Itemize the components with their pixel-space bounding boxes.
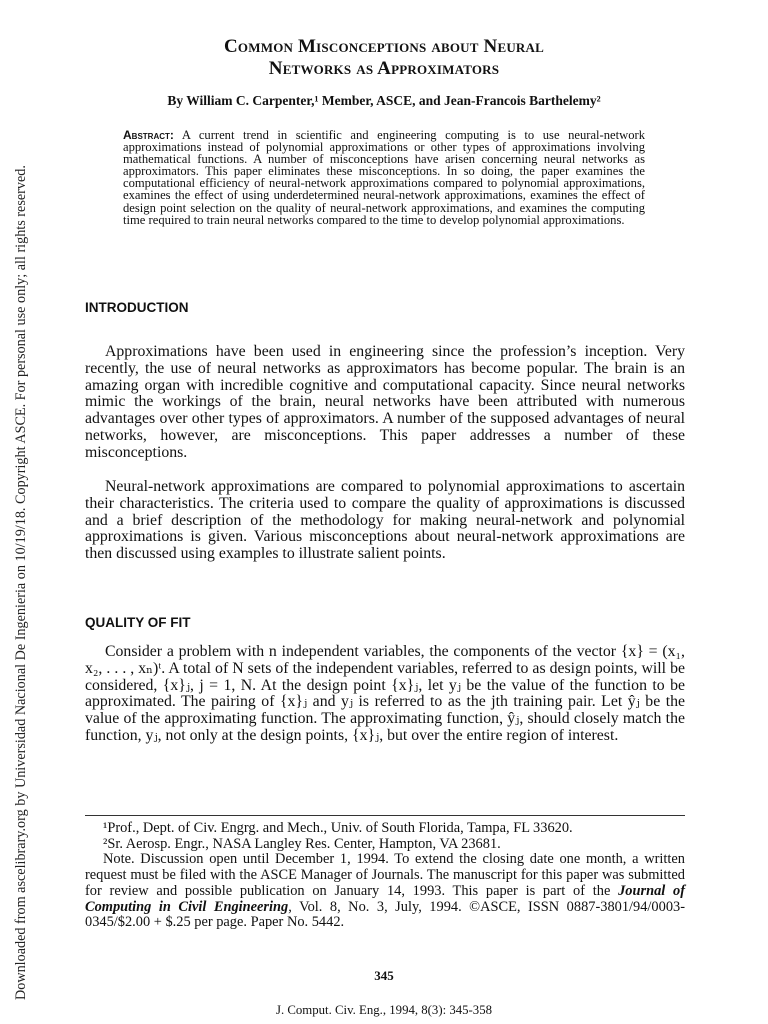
footnotes [85, 821, 685, 931]
title-line-1: Common Misconceptions about Neural [224, 36, 544, 57]
paper-title [0, 36, 768, 80]
introduction-paragraph-2: Neural-network approximations are compared to polynomial approximations to ascertain their characteristics. The criteria used to compare the quality of approximations is discussed and a brief description of the methodology for making neural-network and polynomial approximations is given. Various misconceptions about neural-network approximations are then discussed using examples to illustrate salient points. [85, 478, 685, 563]
abstract-label: Abstract: [123, 128, 174, 142]
publication-note [85, 852, 685, 931]
journal-citation: J. Comput. Civ. Eng., 1994, 8(3): 345-358 [275, 1003, 492, 1017]
author-byline: By William C. Carpenter,¹ Member, ASCE, and Jean-Francois Barthelemy² [167, 93, 601, 108]
abstract-text: A current trend in scientific and engineering computing is to use neural-network approximations instead of polynomial approximations or other types of approximations involving mathematical functions. A number of misconceptions have arisen concerning neural networks as approximators. This paper eliminates these misconceptions. In so doing, the paper examines the computational efficiency of neural-network approximations compared to polynomial approximations, examines the effect of using underdetermined neural-network approximations, examines the effect of design point selection on the quality of neural-network approximations, and examines the computing time required to train neural networks compared to the time to develop polynomial approximations. [123, 128, 645, 227]
title-line-2: Networks as Approximators [268, 58, 500, 79]
note-text-a: Note. Discussion open until December 1, 1994. To extend the closing date one month, a written request must be filed with the ASCE Manager of Journals. The manuscript for this paper was submitted for review and possible publication on January 14, 1993. This paper is part of the [85, 851, 685, 899]
section-heading-quality-of-fit: QUALITY OF FIT [85, 615, 191, 630]
page-number: 345 [374, 968, 394, 983]
journal-name: Journal of Computing in Civil Engineering [85, 882, 685, 915]
footnote-2: ²Sr. Aerosp. Engr., NASA Langley Res. Center, Hampton, VA 23681. [103, 835, 501, 852]
quality-of-fit-paragraph: Consider a problem with n independent variables, the components of the vector {x} = (x₁, x₂, . . . , xₙ)ᵗ. A total of N sets of the independent variables, referred to as design points, will be considered, {x}ⱼ, j = 1, N. At the design point {x}ⱼ, let yⱼ be the value of the function to be approximated. The pairing of {x}ⱼ and yⱼ is referred to as the jth training pair. Let ŷⱼ be the value of the approximating function. The approximating function, ŷⱼ, should closely match the function, yⱼ, not only at the design points, {x}ⱼ, but over the entire region of interest. [85, 643, 685, 744]
section-heading-introduction: INTRODUCTION [85, 300, 189, 315]
introduction-paragraph-1: Approximations have been used in engineering since the profession’s inception. Very recently, the use of neural networks as approximators has become popular. The brain is an amazing organ with incredible cognitive and computational capacity. Since neural networks mimic the workings of the brain, neural networks have been attributed with numerous advantages over other types of approximators. A number of the supposed advantages of neural networks, however, are misconceptions. This paper addresses a number of these misconceptions. [85, 343, 685, 461]
footnote-divider [85, 815, 685, 816]
abstract [123, 129, 645, 226]
note-text-b: , Vol. 8, No. 3, July, 1994. ©ASCE, ISSN 0887-3801/94/0003-0345/$2.00 + $.25 per page. Paper No. 5442. [85, 898, 685, 931]
download-watermark: Downloaded from ascelibrary.org by Universidad Nacional De Ingenieria on 10/19/18. Copyright ASCE. For personal use only; all rights reserved. [13, 165, 29, 1000]
footnote-1: ¹Prof., Dept. of Civ. Engrg. and Mech., Univ. of South Florida, Tampa, FL 33620. [103, 820, 573, 836]
